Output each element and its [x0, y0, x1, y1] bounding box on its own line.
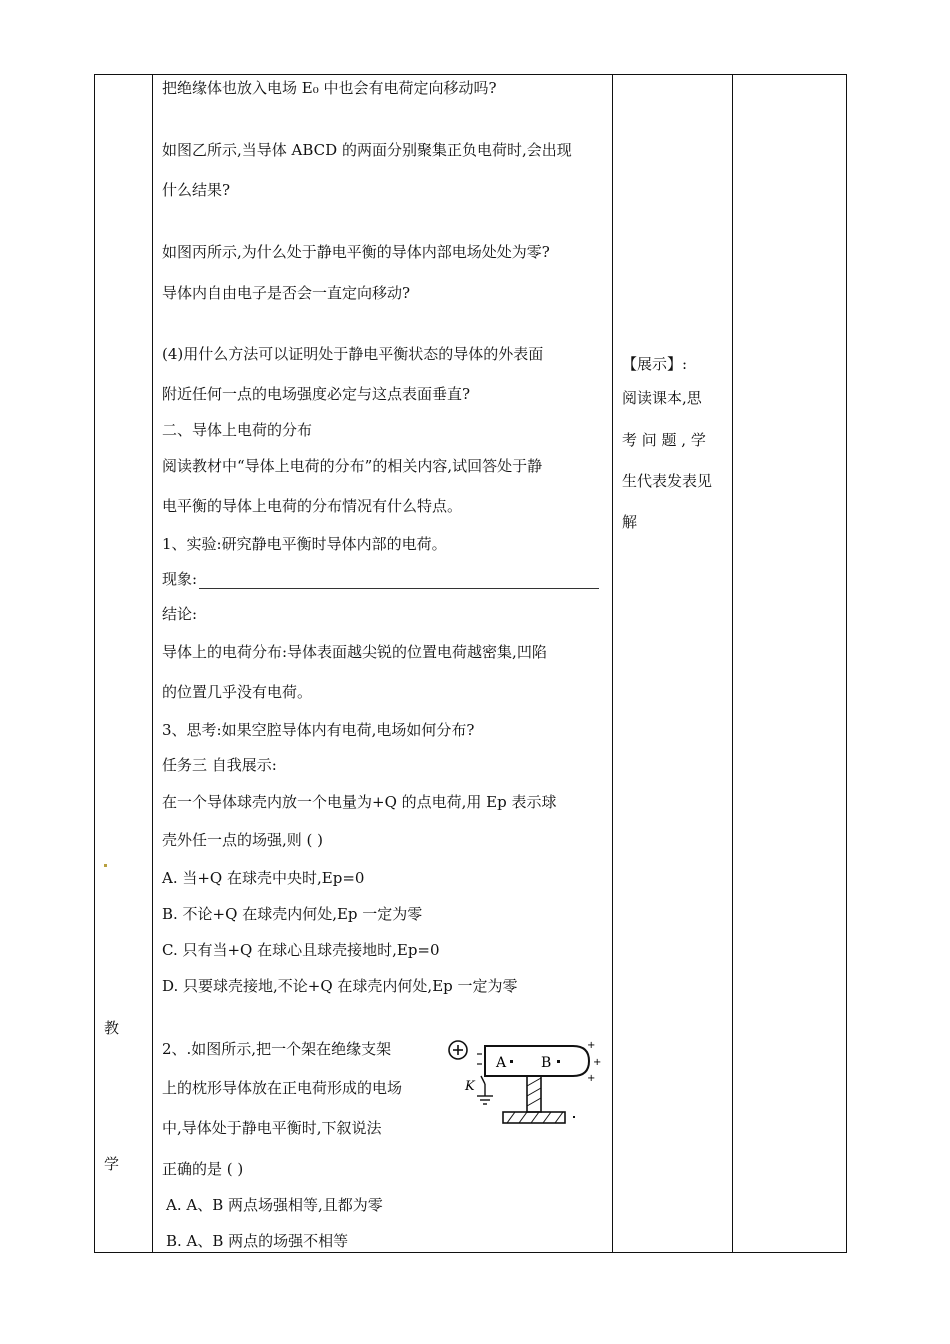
column-divider-1 — [152, 74, 153, 1253]
content-line: 导体内自由电子是否会一直定向移动? — [162, 284, 411, 302]
stray-mark — [104, 864, 107, 867]
content-line: 电平衡的导体上电荷的分布情况有什么特点。 — [162, 497, 463, 515]
option-b: B. A、B 两点的场强不相等 — [166, 1232, 349, 1250]
content-line: 的位置几乎没有电荷。 — [162, 683, 313, 701]
question-line: 2、.如图所示,把一个架在绝缘支架 — [162, 1040, 392, 1058]
option-a: A. 当+Q 在球壳中央时,Ep=0 — [162, 869, 365, 887]
middle-line: 阅读课本,思 — [622, 389, 702, 407]
content-line: 附近任何一点的电场强度必定与这点表面垂直? — [162, 385, 471, 403]
content-line: (4)用什么方法可以证明处于静电平衡状态的导体的外表面 — [162, 345, 544, 363]
question-line: 正确的是 ( ) — [162, 1160, 244, 1178]
content-line: 阅读教材中“导体上电荷的分布”的相关内容,试回答处于静 — [162, 457, 543, 475]
phenomenon-line — [162, 569, 599, 589]
question-line: 上的枕形导体放在正电荷形成的电场 — [162, 1079, 403, 1097]
section-heading: 二、导体上电荷的分布 — [162, 421, 313, 439]
column-divider-3 — [732, 74, 733, 1253]
plus-sign: + — [593, 1057, 602, 1068]
conductor-figure — [441, 1034, 617, 1140]
phenomenon-blank — [199, 574, 599, 589]
content-line: 什么结果? — [162, 181, 231, 199]
content-line: 3、思考:如果空腔导体内有电荷,电场如何分布? — [162, 721, 475, 739]
insulating-stand — [527, 1076, 541, 1112]
question-line: 在一个导体球壳内放一个电量为+Q 的点电荷,用 Ep 表示球 — [162, 793, 557, 811]
content-line: 把绝缘体也放入电场 E₀ 中也会有电荷定向移动吗? — [162, 79, 497, 97]
plus-sign: + — [587, 1040, 596, 1051]
task-heading: 任务三 自我展示: — [162, 756, 277, 774]
point-a-label: A — [496, 1055, 507, 1071]
plus-sign: + — [587, 1073, 596, 1084]
content-line: 如图乙所示,当导体 ABCD 的两面分别聚集正负电荷时,会出现 — [162, 141, 572, 159]
option-a: A. A、B 两点场强相等,且都为零 — [166, 1196, 383, 1214]
phenomenon-label: 现象: — [162, 570, 198, 588]
option-c: C. 只有当+Q 在球心且球壳接地时,Ep=0 — [162, 941, 440, 959]
option-d: D. 只要球壳接地,不论+Q 在球壳内何处,Ep 一定为零 — [162, 977, 518, 995]
point-b-label: B — [541, 1055, 552, 1071]
content-line: 如图丙所示,为什么处于静电平衡的导体内部电场处处为零? — [162, 243, 550, 261]
middle-line: 解 — [622, 513, 638, 531]
content-line: 导体上的电荷分布:导体表面越尖锐的位置电荷越密集,凹陷 — [162, 643, 547, 661]
conclusion-label: 结论: — [162, 605, 198, 623]
left-column-char-jiao: 教 — [104, 1019, 120, 1037]
middle-line: 考 问 题 , 学 — [622, 431, 706, 449]
question-line: 壳外任一点的场强,则 ( ) — [162, 831, 324, 849]
middle-line: 生代表发表见 — [622, 472, 713, 490]
left-column-char-xue: 学 — [104, 1155, 120, 1173]
content-line: 1、实验:研究静电平衡时导体内部的电荷。 — [162, 535, 447, 553]
switch-k-label: K — [465, 1079, 475, 1094]
option-b: B. 不论+Q 在球壳内何处,Ep 一定为零 — [162, 905, 423, 923]
display-title: 【展示】: — [622, 355, 688, 373]
question-line: 中,导体处于静电平衡时,下叙说法 — [162, 1119, 382, 1137]
